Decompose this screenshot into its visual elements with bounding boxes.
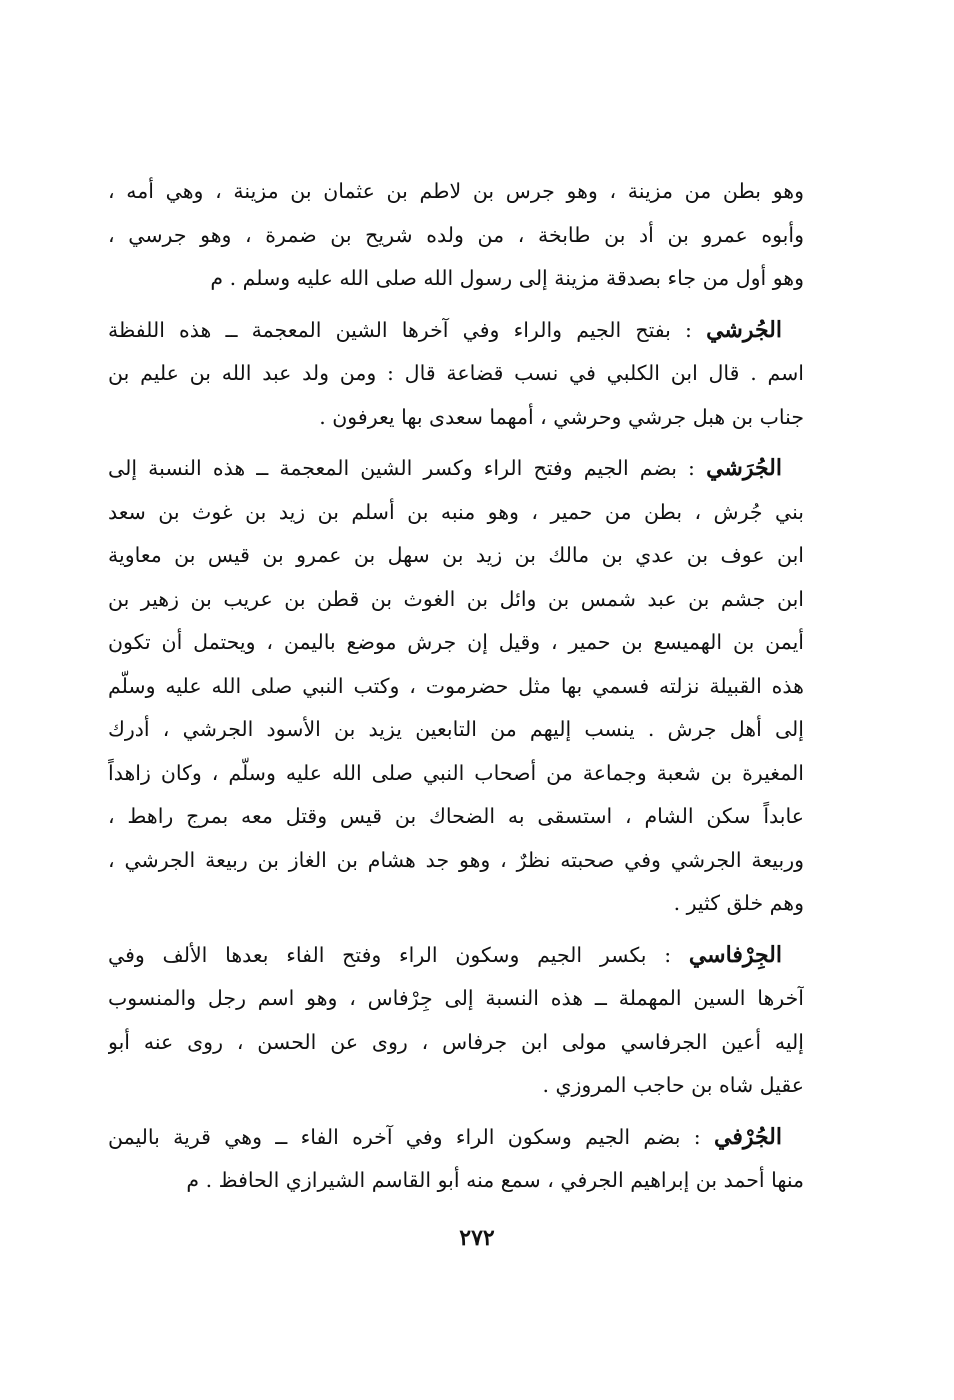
text-line: الجُرْفي : بضم الجيم وسكون الراء وفي آخره الفاء ــ وهي قرية باليمن [108, 1123, 782, 1150]
text-line: المغيرة بن شعبة وجماعة من أصحاب النبي صلى الله عليه وسلّم ، وكان زاهداً [108, 760, 804, 785]
text-line: إلى أهل جرش . ينسب إليهم من التابعين يزيد بن الأسود الجرشي ، أدرك [108, 717, 804, 741]
entry-continuation [108, 170, 804, 301]
text-line: الجُرشي : بفتح الجيم والراء وفي آخرها الشين المعجمة ــ هذه اللفظة [108, 316, 782, 343]
entry-al-jurashi-1 [108, 309, 804, 440]
entry-heading: الجُرشي [706, 316, 782, 343]
text-line: عقيل شاه بن حاجب المروزي . [542, 1073, 804, 1097]
entry-al-jirfasi [108, 934, 804, 1108]
entry-heading: الجُرَشي [706, 455, 782, 481]
text-line: وربيعة الجرشي وفي صحبته نظرٌ ، وهو جد هشام بن الغاز بن ربيعة الجرشي ، [108, 847, 804, 872]
page-number: ٢٧٢ [459, 1225, 495, 1251]
text-line: ابن جشم بن عبد شمس بن وائل بن الغوث بن قطن بن عريب بن زهير بن [108, 586, 804, 611]
text-line: وهو بطن من مزينة ، وهو جرس بن لاطم بن عثمان بن مزينة ، وهي أمه ، [108, 179, 804, 203]
text-line: منها أحمد بن إبراهيم الجرفي ، سمع منه أبو القاسم الشيرازي الحافظ . م [186, 1168, 804, 1192]
text-line: وهو أول من جاء بصدقة مزينة إلى رسول الله صلى الله عليه وسلم . م [210, 266, 804, 290]
entry-al-jurashi-2 [108, 447, 804, 926]
text-line: جناب بن هبل جرشي وحرشي ، أمهما سعدى بها يعرفون . [319, 404, 804, 429]
text-line: آخرها السين المهملة ــ هذه النسبة إلى جِرْفاس ، وهو اسم رجل والمنسوب [108, 986, 804, 1010]
text-line: الجُرَشي : بضم الجيم وفتح الراء وكسر الشين المعجمة ــ هذه النسبة إلى [108, 455, 782, 481]
text-line: بني جُرش ، بطن من حمير ، وهو منبه بن أسلم بن زيد بن غوث بن سعد [108, 499, 804, 524]
text-line: عابداً سكن الشام ، استسقى به الضحاك بن قيس وقتل معه بمرج راهط ، [108, 804, 804, 828]
text-line: هذه القبيلة نزلته فسمي بها مثل حضرموت ، وكتب النبي صلى الله عليه وسلّم [108, 673, 804, 698]
text-line: أيمن بن الهميسع بن حمير ، وقيل إن جرش موضع باليمن ، ويحتمل أن تكون [108, 630, 804, 654]
text-line: ابن عوف بن عدي بن مالك بن زيد بن سهل بن عمرو بن قيس بن معاوية [108, 543, 804, 567]
text-line: إليه أعين الجرفاسي مولى ابن جرفاس ، روى عن الحسن ، روى عنه أبو [108, 1029, 804, 1054]
entry-al-jurfi [108, 1116, 804, 1203]
entry-heading: الجُرْفي [713, 1123, 782, 1150]
text-line: وهم خلق كثير . [673, 891, 804, 915]
text-line: الجِرْفاسي : بكسر الجيم وسكون الراء وفتح الفاء بعدها الألف وفي [108, 941, 782, 968]
entry-heading: الجِرْفاسي [688, 941, 782, 968]
text-line: اسم . قال ابن الكلبي في نسب قضاعة قال : ومن ولد عبد الله بن عليم بن [108, 361, 804, 385]
text-line: وأبوه عمرو بن أد بن طابخة ، من ولده شريح بن ضمرة ، وهو جرسي ، [108, 222, 804, 247]
page-body [108, 170, 804, 1260]
